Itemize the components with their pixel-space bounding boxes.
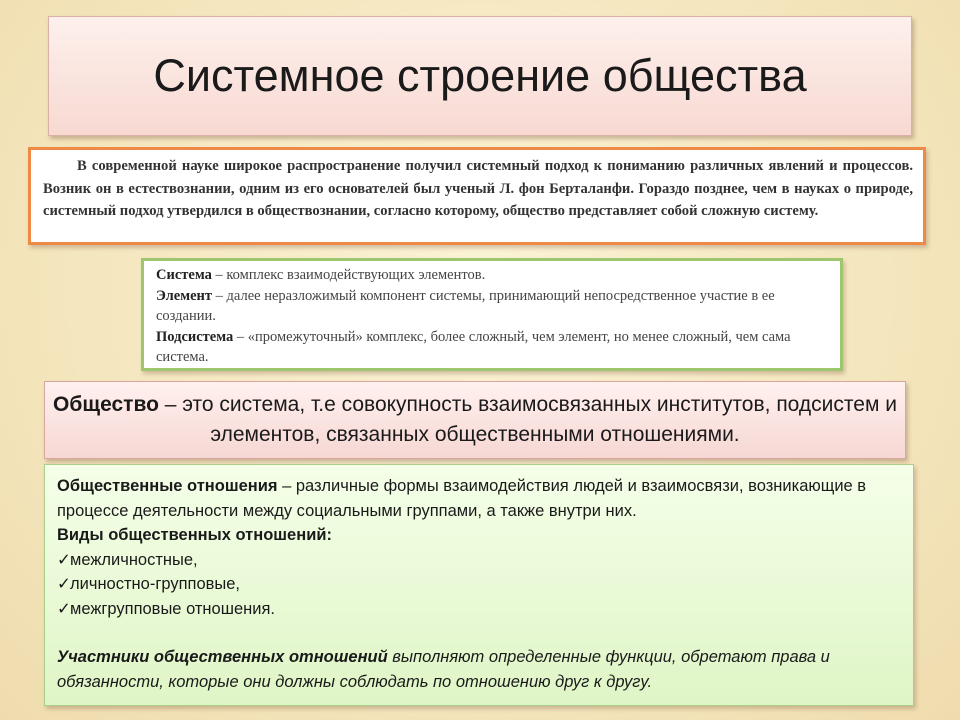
definition-system <box>156 265 830 286</box>
list-item <box>57 548 903 573</box>
check-icon: ✓ <box>57 550 71 569</box>
title-panel <box>48 16 912 136</box>
list-item-text: личностно-групповые, <box>70 575 241 593</box>
society-panel <box>44 381 906 459</box>
society-definition <box>45 390 905 450</box>
relations-types-list <box>57 548 903 622</box>
definition-term: Система <box>156 267 212 283</box>
definition-subsystem <box>156 327 830 368</box>
definition-element <box>156 286 830 327</box>
check-icon: ✓ <box>57 599 71 618</box>
definition-text: – «промежуточный» комплекс, более сложный, чем элемент, но менее сложный, чем сама система. <box>156 328 791 365</box>
intro-text: В современной науке широкое распространение получил системный подход к пониманию различных явлений и процессов. Возник он в естествознании, одним из его основателей был ученый Л. фон Берталанфи. Гораздо позднее, чем в науках о природе, системный подход утвердился в обществознании, согласно которому, общество представляет собой сложную систему. <box>43 158 913 219</box>
relations-text: – различные формы взаимодействия людей и взаимосвязи, возникающие в процессе деятельности между социальными группами, а также внутри них. <box>57 477 867 520</box>
definition-term: Подсистема <box>156 328 234 345</box>
list-item <box>57 572 903 597</box>
slide-title: Системное строение общества <box>153 50 807 101</box>
participants-paragraph <box>57 645 903 694</box>
intro-panel <box>28 147 926 245</box>
list-item <box>57 597 903 622</box>
definition-text: – далее неразложимый компонент системы, принимающий непосредственное участие в ее создании. <box>156 287 775 324</box>
relations-term: Общественные отношения <box>57 477 278 495</box>
check-icon: ✓ <box>57 575 71 593</box>
society-text: – это система, т.е совокупность взаимосвязанных институтов, подсистем и элементов, связанных общественными отношениями. <box>158 393 897 446</box>
society-term: Общество <box>53 393 159 416</box>
participants-term: Участники общественных отношений <box>57 648 388 666</box>
spacer <box>57 621 903 645</box>
list-item-text: межличностные, <box>70 550 198 569</box>
list-item-text: межгрупповые отношения. <box>70 599 275 618</box>
relations-types-heading: Виды общественных отношений: <box>57 526 332 544</box>
definition-term: Элемент <box>156 287 213 304</box>
relations-panel <box>44 464 914 706</box>
participants-text: выполняют определенные функции, обретают права и обязанности, которые они должны соблюдать по отношению друг к другу. <box>57 648 830 691</box>
definitions-panel <box>141 258 843 371</box>
definition-text: – комплекс взаимодействующих элементов. <box>211 267 486 283</box>
relations-definition <box>57 474 903 523</box>
